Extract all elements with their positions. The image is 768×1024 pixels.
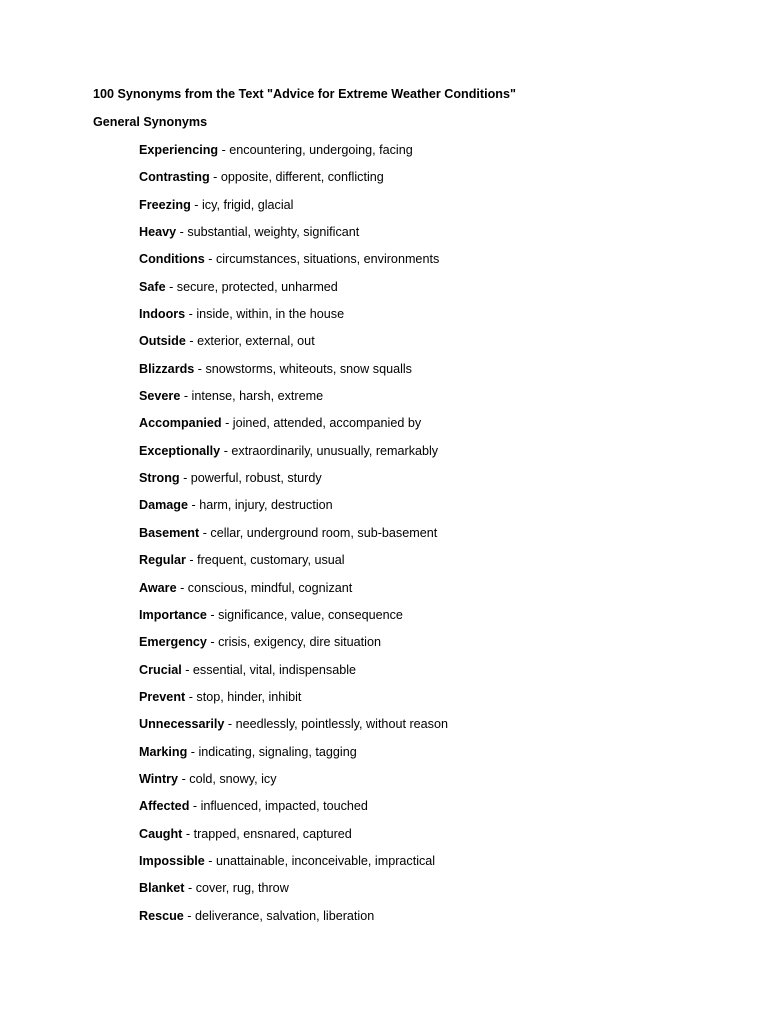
item-text [139,443,438,459]
item-word: Emergency [139,635,207,650]
item-text [139,908,374,924]
item-synonyms: - cellar, underground room, sub-basement [199,525,438,540]
item-word: Conditions [139,252,205,267]
item-synonyms: - exterior, external, out [185,334,315,349]
item-word: Crucial [139,662,182,677]
item-synonyms: - harm, injury, destruction [188,498,333,513]
item-synonyms: - substantial, weighty, significant [176,225,360,240]
item-text [139,634,381,650]
item-word: Wintry [139,771,179,786]
item-word: Rescue [139,908,184,923]
item-text [139,470,322,486]
item-text [139,662,356,678]
item-word: Importance [139,607,207,622]
item-text [139,689,301,705]
item-text [139,333,315,349]
item-word: Safe [139,279,166,294]
document-title: 100 Synonyms from the Text "Advice for Extreme Weather Conditions" [93,87,516,101]
item-synonyms: - essential, vital, indispensable [181,662,357,677]
item-word: Outside [139,334,186,349]
item-text [139,169,384,185]
item-synonyms: - frequent, customary, usual [185,553,345,568]
item-text [139,853,435,869]
item-synonyms: - powerful, robust, sturdy [179,471,322,486]
item-word: Severe [139,389,181,404]
item-word: Freezing [139,197,191,212]
item-word: Contrasting [139,170,210,185]
item-word: Impossible [139,853,205,868]
item-synonyms: - icy, frigid, glacial [190,197,294,212]
item-text [139,880,289,896]
item-synonyms: - secure, protected, unharmed [165,279,338,294]
item-text [139,525,437,541]
item-word: Blanket [139,881,185,896]
item-synonyms: - inside, within, in the house [185,307,345,322]
item-synonyms: - indicating, signaling, tagging [187,744,357,759]
item-synonyms: - encountering, undergoing, facing [218,143,413,157]
item-text [139,798,368,814]
item-synonyms: - joined, attended, accompanied by [221,416,422,431]
item-text [139,826,352,842]
item-text [139,306,344,322]
item-text [139,716,448,732]
item-word: Heavy [139,225,177,240]
item-word: Unnecessarily [139,717,225,732]
item-synonyms: - extraordinarily, unusually, remarkably [220,443,439,458]
item-text [139,197,293,213]
item-text [139,142,413,158]
item-text [139,279,338,295]
item-synonyms: - intense, harsh, extreme [180,389,324,404]
item-synonyms: - crisis, exigency, dire situation [206,635,381,650]
item-text [139,497,333,513]
item-word: Exceptionally [139,443,221,458]
item-word: Blizzards [139,361,195,376]
item-text [139,607,403,623]
item-text [139,771,277,787]
item-synonyms: - opposite, different, conflicting [209,170,384,185]
item-text [139,361,412,377]
item-word: Regular [139,553,186,568]
item-word: Damage [139,498,188,513]
item-synonyms: - snowstorms, whiteouts, snow squalls [194,361,412,376]
item-word: Aware [139,580,177,595]
item-text [139,251,439,267]
item-text [139,415,421,431]
item-text [139,744,357,760]
item-word: Experiencing [139,143,219,157]
item-synonyms: - cold, snowy, icy [178,771,277,786]
item-word: Affected [139,799,190,814]
item-word: Accompanied [139,416,222,431]
item-synonyms: - significance, value, consequence [206,607,403,622]
item-synonyms: - stop, hinder, inhibit [185,689,302,704]
item-word: Marking [139,744,188,759]
item-synonyms: - deliverance, salvation, liberation [183,908,375,923]
item-text [139,580,352,596]
item-synonyms: - influenced, impacted, touched [189,799,368,814]
item-synonyms: - needlessly, pointlessly, without reason [224,717,448,732]
item-word: Indoors [139,307,186,322]
section-heading: General Synonyms [93,115,208,129]
item-word: Strong [139,471,180,486]
item-word: Basement [139,525,200,540]
item-synonyms: - circumstances, situations, environments [204,252,440,267]
item-text [139,224,359,240]
item-synonyms: - trapped, ensnared, captured [182,826,352,841]
item-synonyms: - cover, rug, throw [184,881,289,896]
item-word: Prevent [139,689,186,704]
item-synonyms: - unattainable, inconceivable, impractical [204,853,436,868]
item-text [139,552,345,568]
item-word: Caught [139,826,183,841]
item-synonyms: - conscious, mindful, cognizant [176,580,353,595]
item-text [139,388,323,404]
